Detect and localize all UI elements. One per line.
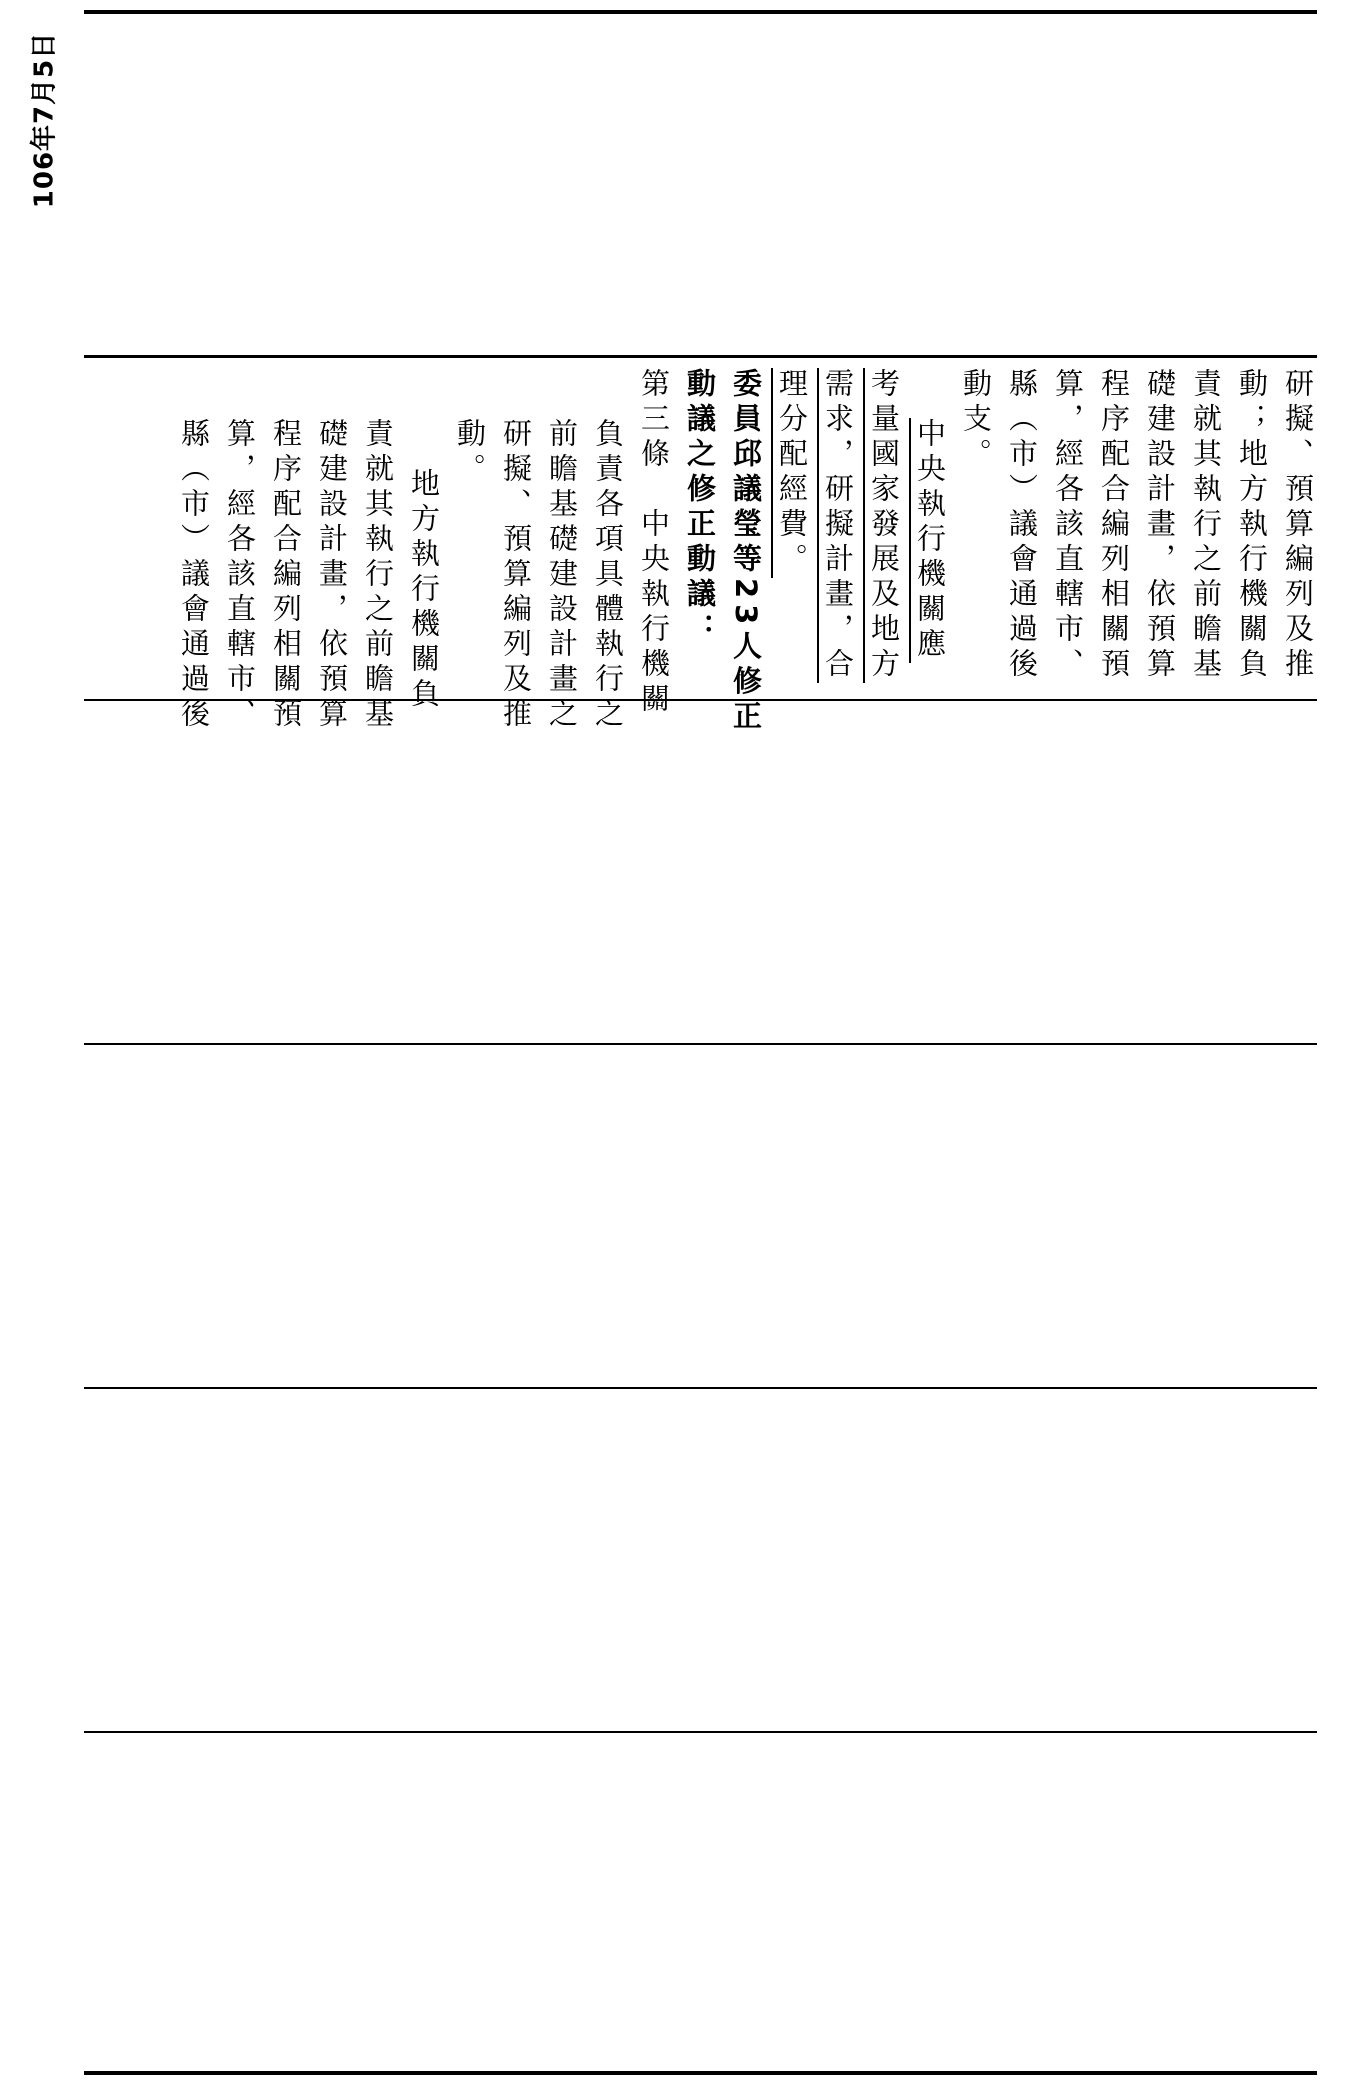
underlined-text-line: 需求，研擬計畫，合 [821,368,855,683]
motion-heading-line: 委員邱議瑩等23人修正 [729,368,763,736]
bottom-rule [84,2071,1317,2075]
top-rule [84,10,1317,14]
amendment-text-cell [84,358,1317,736]
underlined-text-line: 中央執行機關應 [913,418,947,663]
text-line: 礎建設計畫，依預算 [315,418,349,733]
text-line: 負責各項具體執行之 [591,418,625,733]
text-line: 責就其執行之前瞻基 [361,418,395,733]
underlined-text-line: 考量國家發展及地方 [867,368,901,683]
text-line: 程序配合編列相關預 [1097,368,1131,683]
empty-row-3 [84,1045,1317,1387]
motion-heading-line: 動議之修正動議： [683,368,717,648]
text-line: 前瞻基礎建設計畫之 [545,418,579,733]
text-line: 算，經各該直轄市、 [1051,368,1085,683]
text-line: 程序配合編列相關預 [269,418,303,733]
text-line: 研擬、預算編列及推 [499,418,533,733]
text-line: 縣（市）議會通過後 [177,418,211,733]
text-line: 縣（市）議會通過後 [1005,368,1039,683]
text-line: 研擬、預算編列及推 [1281,368,1315,683]
text-line: 礎建設計畫，依預算 [1143,368,1177,683]
text-line: 地方執行機關負 [407,468,441,713]
article-title-line: 第三條 中央執行機關 [637,368,671,718]
text-line: 算，經各該直轄市、 [223,418,257,733]
empty-row-2 [84,701,1317,1043]
text-line: 動支。 [959,368,993,473]
text-line: 動。 [453,418,487,488]
empty-row-4 [84,1389,1317,1731]
text-line: 動；地方執行機關負 [1235,368,1269,683]
empty-row-5 [84,1733,1317,2071]
text-line: 責就其執行之前瞻基 [1189,368,1223,683]
page-date: 106年7月5日 [29,31,60,209]
underlined-text-line: 理分配經費。 [775,368,809,578]
